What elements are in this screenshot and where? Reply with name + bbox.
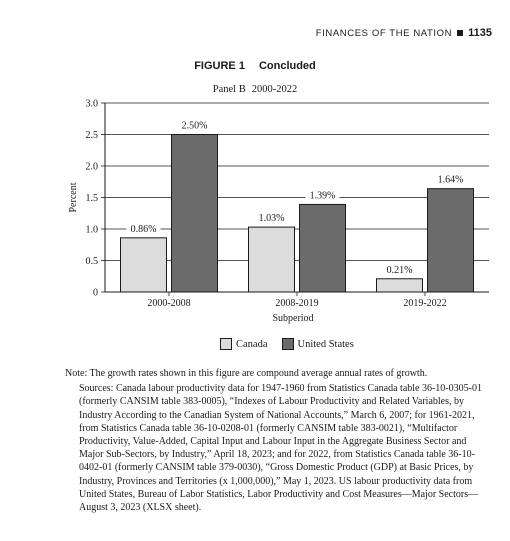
y-tick-label: 1.5 <box>85 193 98 204</box>
x-tick-label: 2000-2008 <box>147 298 191 309</box>
note-text: Note: The growth rates shown in this figure are compound average annual rates of growth. <box>65 368 428 379</box>
data-label: 1.64% <box>437 174 464 186</box>
bar-united-states <box>300 204 346 292</box>
x-tick-label: 2019-2022 <box>403 298 447 309</box>
bar-canada <box>121 238 167 292</box>
page-number: 1135 <box>468 27 492 39</box>
legend-label-united-states: United States <box>297 338 354 350</box>
legend-item-united-states <box>282 338 354 350</box>
panel-label: Panel B <box>212 84 246 95</box>
y-tick-label: 0 <box>93 287 98 299</box>
bar-canada <box>377 279 423 292</box>
y-tick-label: 0.5 <box>85 256 98 267</box>
y-tick-label: 2.0 <box>85 161 98 173</box>
legend-swatch-canada <box>220 338 232 350</box>
panel-period: 2000-2022 <box>251 84 298 95</box>
sources-text: Sources: Canada labour productivity data for 1947-1960 from Statistics Canada table 36-10-0305-01 (formerly CANSIM table 383-0005), “Indexes of Labour Productivity and Related Variables, by Industry According to the Canadian System of National Accounts,” March 6, 2007; for 1961-2021, from Statistics Canada table 36-10-0208-01 (formerly CANSIM table 383-0021), “Multifactor Productivity, Value-Added, Capital Input and Labour Input in the Aggregate Business Sector and Major Sub-Sectors, by Industry,” April 18, 2023; and for 2022, from Statistics Canada table 36-10-0402-01 (formerly CANSIM table 379-0030), “Gross Domestic Product (GDP) at Basic Prices, by Industry, Provinces and Territories (x 1,000,000),” May 1, 2023. US labour productivity data from United States, Bureau of Labor Statistics, Labor Productivity and Cost Measures—Major Sectors—August 3, 2023 (XLSX sheet). <box>79 383 482 514</box>
y-tick-label: 1.0 <box>85 224 98 236</box>
data-label: 2.50% <box>181 120 208 132</box>
data-label: 1.03% <box>258 213 285 225</box>
data-label: 0.21% <box>386 264 413 276</box>
bar-united-states <box>172 135 218 293</box>
y-axis-label: Percent <box>68 182 79 213</box>
figure-note <box>65 367 485 514</box>
y-tick-label: 2.5 <box>85 130 98 141</box>
bar-canada <box>249 227 295 292</box>
running-title: FINANCES OF THE NATION <box>315 28 453 39</box>
figure-label: FIGURE 1 <box>194 60 245 72</box>
legend-item-canada <box>220 338 268 350</box>
legend-label-canada: Canada <box>236 338 268 350</box>
y-tick-label: 3.0 <box>85 98 98 110</box>
bar-united-states <box>428 189 474 292</box>
figure-status: Concluded <box>258 60 316 72</box>
legend-swatch-united-states <box>282 338 294 350</box>
legend <box>220 338 368 350</box>
data-label: 0.86% <box>130 223 157 235</box>
x-tick-label: 2008-2019 <box>275 298 319 309</box>
data-label: 1.39% <box>309 190 336 202</box>
x-axis-label: Subperiod <box>272 313 314 324</box>
